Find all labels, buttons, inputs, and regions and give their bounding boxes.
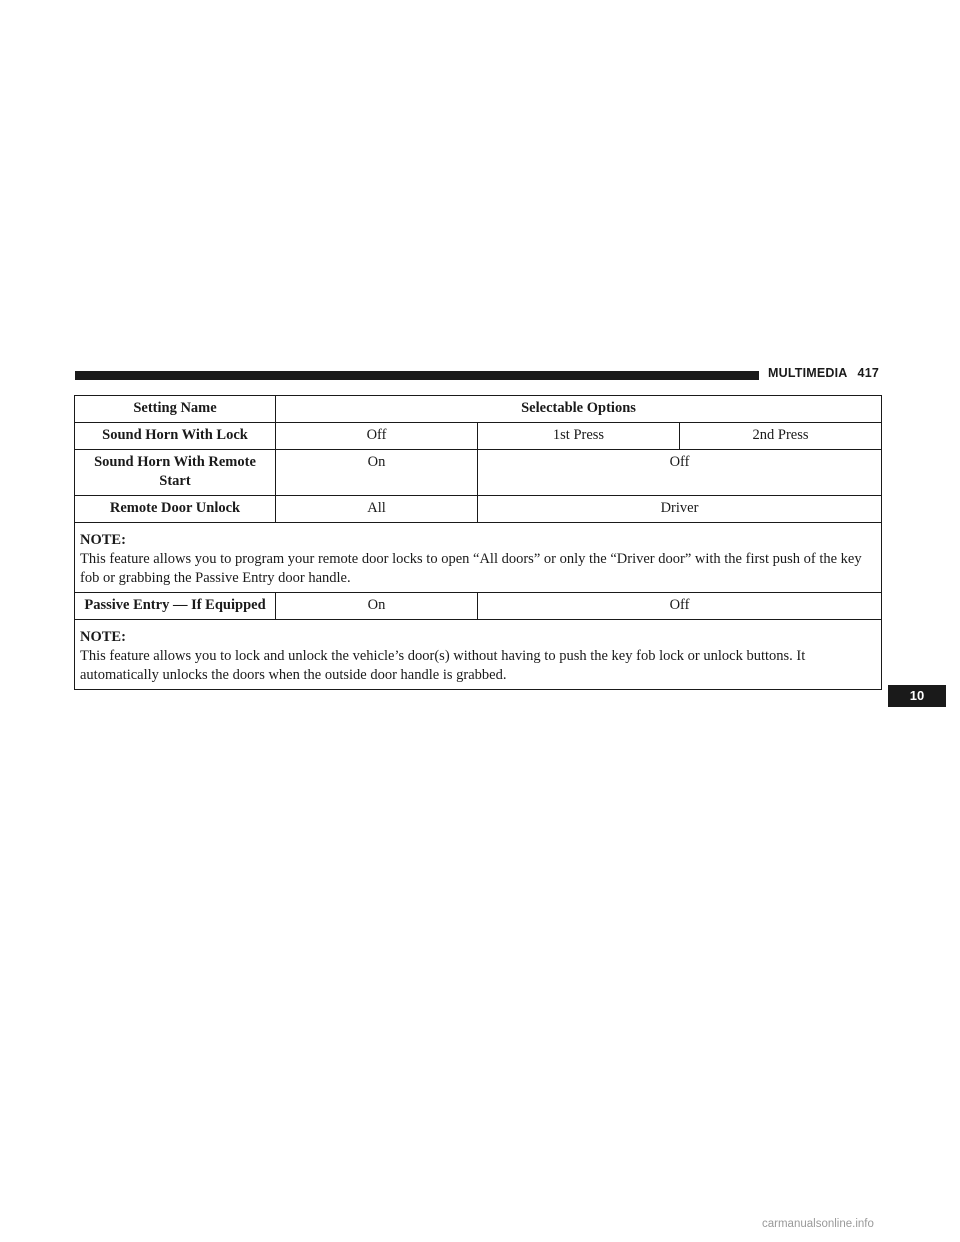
note-row [75,523,882,593]
option-cell: Driver [478,496,882,523]
note-title: NOTE: [80,532,126,548]
note-title: NOTE: [80,629,126,645]
option-cell: Off [478,593,882,620]
option-cell: 1st Press [478,423,680,450]
header-rule [75,371,759,380]
option-cell: All [276,496,478,523]
setting-name: Sound Horn With Lock [75,423,276,450]
table-row [75,593,882,620]
option-cell: Off [276,423,478,450]
option-cell: On [276,450,478,496]
setting-name: Passive Entry — If Equipped [75,593,276,620]
setting-name: Sound Horn With Remote Start [75,450,276,496]
note-text: This feature allows you to program your remote door locks to open “All doors” or only the “Driver door” with the first push of the key fob or grabbing the Passive Entry door handle. [80,551,862,586]
setting-name: Remote Door Unlock [75,496,276,523]
page-number: 417 [857,366,880,380]
running-header [768,366,879,380]
option-cell: 2nd Press [680,423,882,450]
table-row [75,423,882,450]
table-row [75,496,882,523]
note-cell [75,620,882,690]
option-cell: On [276,593,478,620]
header-selectable-options: Selectable Options [276,396,882,423]
section-title: MULTIMEDIA [768,366,848,380]
note-row [75,620,882,690]
watermark: carmanualsonline.info [762,1218,874,1230]
header-setting-name: Setting Name [75,396,276,423]
table-row [75,450,882,496]
table-header-row [75,396,882,423]
note-text: This feature allows you to lock and unlock the vehicle’s door(s) without having to push the key fob lock or unlock buttons. It automatically unlocks the doors when the outside door handle is grabbed. [80,648,806,683]
option-cell: Off [478,450,882,496]
note-cell [75,523,882,593]
chapter-tab: 10 [888,685,946,707]
settings-table [74,395,882,690]
